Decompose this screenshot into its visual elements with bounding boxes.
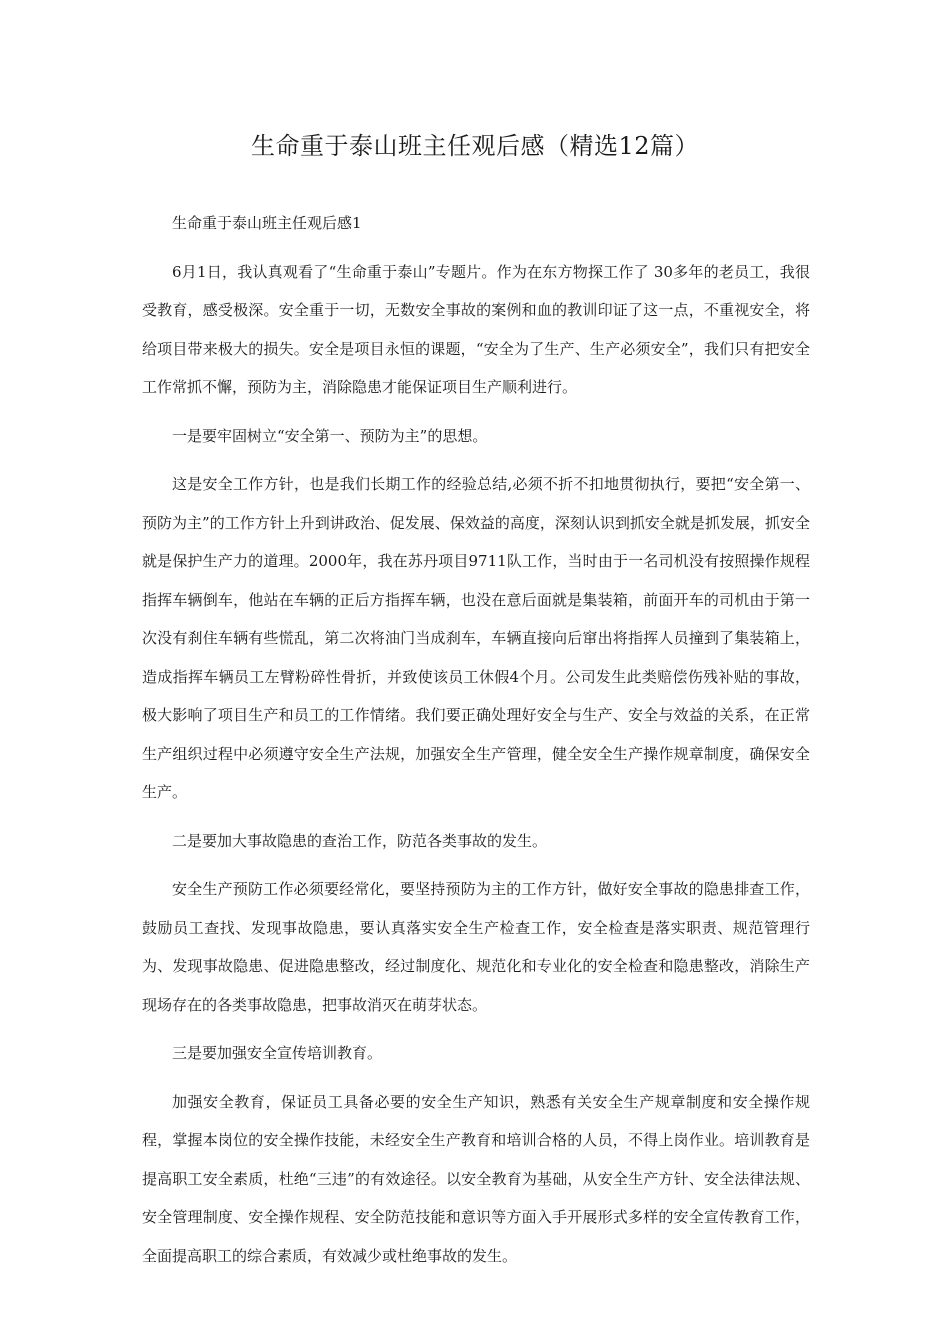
paragraph-section-1: 这是安全工作方针，也是我们长期工作的经验总结,必须不折不扣地贯彻执行，要把“安全第一、预防为主”的工作方针上升到讲政治、促发展、保效益的高度，深刻认识到抓安全就是抓发展，抓安全就是保护生产力的道理。2000年，我在苏丹项目9711队工作，当时由于一名司机没有按照操作规程指挥车辆倒车，他站在车辆的正后方指挥车辆，也没在意后面就是集装箱，前面开车的司机由于第一次没有刹住车辆有些慌乱，第二次将油门当成刹车，车辆直接向后窜出将指挥人员撞到了集装箱上，造成指挥车辆员工左臂粉碎性骨折，并致使该员工休假4个月。公司发生此类赔偿伤残补贴的事故，极大影响了项目生产和员工的工作情绪。我们要正确处理好安全与生产、安全与效益的关系，在正常生产组织过程中必须遵守安全生产法规，加强安全生产管理，健全安全生产操作规章制度，确保安全生产。	[142, 475, 810, 801]
section-heading-3: 三是要加强安全宣传培训教育。	[172, 1044, 383, 1062]
document-body	[142, 204, 810, 1285]
article-subtitle: 生命重于泰山班主任观后感1	[172, 214, 362, 232]
document-title: 生命重于泰山班主任观后感（精选12篇）	[250, 132, 700, 160]
paragraph-intro: 6月1日，我认真观看了“生命重于泰山”专题片。作为在东方物探工作了 30多年的老员工，我很受教育，感受极深。安全重于一切，无数安全事故的案例和血的教训印证了这一点，不重视安全，将给项目带来极大的损失。安全是项目永恒的课题，“安全为了生产、生产必须安全”，我们只有把安全工作常抓不懈，预防为主，消除隐患才能保证项目生产顺利进行。	[142, 262, 810, 396]
section-heading-1: 一是要牢固树立“安全第一、预防为主”的思想。	[172, 426, 488, 445]
section-heading-2: 二是要加大事故隐患的查治工作，防范各类事故的发生。	[172, 831, 548, 850]
paragraph-section-3: 加强安全教育，保证员工具备必要的安全生产知识，熟悉有关安全生产规章制度和安全操作规程，掌握本岗位的安全操作技能，未经安全生产教育和培训合格的人员，不得上岗作业。培训教育是提高职工安全素质，杜绝“三违”的有效途径。以安全教育为基础，从安全生产方针、安全法律法规、安全管理制度、安全操作规程、安全防范技能和意识等方面入手开展形式多样的安全宣传教育工作，全面提高职工的综合素质，有效减少或杜绝事故的发生。	[142, 1092, 810, 1265]
paragraph-section-2: 安全生产预防工作必须要经常化，要坚持预防为主的工作方针，做好安全事故的隐患排查工作，鼓励员工查找、发现事故隐患，要认真落实安全生产检查工作，安全检查是落实职责、规范管理行为、发现事故隐患、促进隐患整改，经过制度化、规范化和专业化的安全检查和隐患整改，消除生产现场存在的各类事故隐患，把事故消灭在萌芽状态。	[142, 880, 810, 1014]
